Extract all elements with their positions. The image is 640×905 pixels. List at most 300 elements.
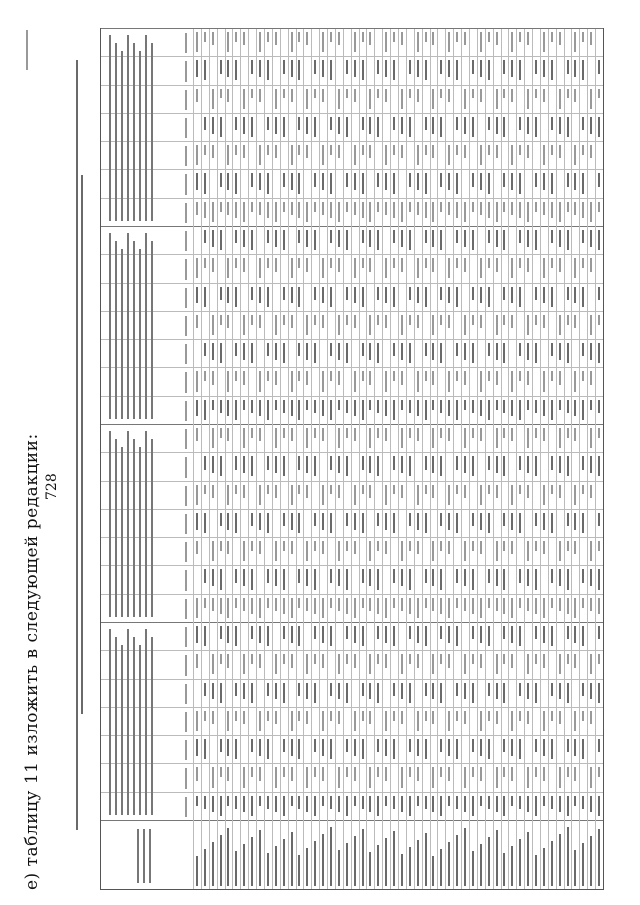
- instruction-text: е) таблицу 11 изложить в следующей редакции:: [22, 433, 42, 890]
- table-cell: [243, 89, 245, 109]
- table-cell: [401, 569, 403, 586]
- table-cell: [503, 89, 505, 99]
- table-cell: [322, 739, 324, 756]
- table-cell: [472, 60, 474, 73]
- table-cell: [306, 711, 308, 724]
- table-cell: [227, 739, 229, 756]
- table-cell: [464, 654, 466, 674]
- table-cell: [362, 202, 364, 219]
- table-cell: [346, 60, 348, 73]
- table-cell: [212, 598, 214, 611]
- table-cell: [330, 485, 332, 495]
- table-header-text: [145, 233, 147, 419]
- table-cell: [432, 202, 434, 222]
- table-cell: [385, 32, 387, 52]
- table-cell: [480, 598, 482, 618]
- table-cell: [456, 739, 458, 759]
- table-cell: [298, 371, 300, 381]
- table-cell: [503, 767, 505, 777]
- table-cell: [551, 371, 553, 381]
- table-cell: [227, 145, 229, 165]
- table-cell: [551, 739, 553, 759]
- table-cell: [425, 796, 427, 809]
- table-cell: [283, 202, 285, 212]
- table-cell: [401, 456, 403, 473]
- table-cell: [267, 513, 269, 533]
- table-cell: [251, 569, 253, 589]
- table-cell: [574, 89, 576, 102]
- table-cell: [425, 173, 427, 193]
- table-header-text: [127, 233, 129, 419]
- table-cell: [448, 371, 450, 391]
- table-cell: [377, 796, 379, 816]
- table-cell: [464, 711, 466, 724]
- table-cell: [212, 117, 214, 134]
- table-cell: [298, 569, 300, 582]
- table-cell: [330, 258, 332, 268]
- table-year-header: [185, 174, 187, 194]
- table-cell: [409, 569, 411, 589]
- table-cell: [330, 739, 332, 759]
- table-cell: [393, 371, 395, 381]
- table-cell: [251, 541, 253, 551]
- table-cell: [496, 117, 498, 134]
- table-cell: [235, 569, 237, 582]
- table-cell: [196, 541, 198, 554]
- table-cell: [551, 145, 553, 155]
- table-cell: [488, 230, 490, 243]
- table-cell: [417, 60, 419, 77]
- table-header-text: [137, 829, 139, 883]
- table-cell: [196, 287, 198, 304]
- table-cell: [503, 598, 505, 615]
- table-cell: [314, 598, 316, 615]
- table-cell: [496, 32, 498, 45]
- table-year-header: [185, 316, 187, 336]
- table-year-header: [185, 514, 187, 534]
- table-cell: [346, 173, 348, 186]
- table-cell: [283, 173, 285, 186]
- table-cell: [338, 400, 340, 410]
- table-cell: [543, 711, 545, 731]
- table-cell: [314, 456, 316, 476]
- table-cell: [377, 683, 379, 703]
- table-cell: [362, 739, 364, 759]
- table-cell: [535, 287, 537, 300]
- table-cell: [503, 541, 505, 551]
- table-cell: [369, 428, 371, 448]
- table-cell: [377, 767, 379, 777]
- table-cell: [456, 117, 458, 130]
- table-header-text: [133, 43, 135, 221]
- table-cell: [267, 485, 269, 495]
- table-cell: [488, 569, 490, 582]
- table-cell: [275, 569, 277, 586]
- table-cell: [567, 796, 569, 816]
- table-cell: [251, 202, 253, 212]
- table-cell: [559, 230, 561, 247]
- table-cell: [283, 400, 285, 413]
- table-cell: [196, 315, 198, 328]
- table-cell: [511, 202, 513, 215]
- table-cell: [393, 145, 395, 155]
- table-cell: [330, 400, 332, 420]
- table-cell: [259, 598, 261, 618]
- table-cell: [346, 626, 348, 639]
- table-cell: [377, 626, 379, 639]
- table-cell: [377, 117, 379, 137]
- table-cell: [298, 513, 300, 533]
- table-cell: [480, 400, 482, 417]
- table-cell: [464, 683, 466, 700]
- table-cell: [220, 767, 222, 777]
- table-cell: [472, 428, 474, 438]
- table-cell: [472, 89, 474, 99]
- table-cell: [496, 485, 498, 498]
- table-cell: [243, 711, 245, 724]
- table-cell: [432, 456, 434, 473]
- table-cell: [204, 258, 206, 268]
- table-cell: [511, 846, 513, 886]
- table-cell: [511, 89, 513, 102]
- table-cell: [425, 400, 427, 420]
- table-cell: [527, 89, 529, 109]
- table-cell: [314, 287, 316, 300]
- table-cell: [574, 513, 576, 530]
- table-cell: [243, 117, 245, 134]
- table-cell: [283, 60, 285, 73]
- table-cell: [275, 371, 277, 384]
- table-header-text: [145, 629, 147, 815]
- table-cell: [298, 173, 300, 193]
- table-cell: [283, 598, 285, 615]
- table-cell: [330, 287, 332, 307]
- table-cell: [527, 343, 529, 360]
- table-cell: [298, 683, 300, 696]
- table-cell: [582, 117, 584, 130]
- table-cell: [409, 117, 411, 137]
- table-cell: [519, 839, 521, 886]
- table-cell: [456, 202, 458, 219]
- table-cell: [567, 428, 569, 438]
- table-header-text: [127, 35, 129, 221]
- table-cell: [527, 202, 529, 222]
- table-cell: [567, 60, 569, 73]
- table-cell: [251, 230, 253, 250]
- table-cell: [196, 371, 198, 391]
- table-cell: [590, 598, 592, 611]
- table-cell: [267, 202, 269, 219]
- table-cell: [456, 598, 458, 608]
- table-cell: [488, 485, 490, 495]
- table-cell: [220, 230, 222, 250]
- table-cell: [472, 767, 474, 777]
- table-cell: [527, 371, 529, 384]
- table-cell: [354, 258, 356, 278]
- table-cell: [314, 767, 316, 777]
- table-cell: [362, 485, 364, 495]
- table-cell: [204, 513, 206, 533]
- table-cell: [432, 683, 434, 700]
- table-cell: [298, 230, 300, 243]
- table-cell: [220, 654, 222, 664]
- table-cell: [346, 569, 348, 589]
- table-cell: [567, 626, 569, 639]
- table-cell: [464, 598, 466, 611]
- table-cell: [559, 541, 561, 561]
- table-cell: [220, 569, 222, 589]
- table-cell: [306, 485, 308, 498]
- table-header-text: [149, 829, 151, 883]
- table-cell: [291, 32, 293, 52]
- table-cell: [488, 513, 490, 533]
- table-cell: [456, 626, 458, 646]
- table-cell: [535, 60, 537, 73]
- table-cell: [535, 626, 537, 639]
- table-cell: [535, 173, 537, 186]
- table-cell: [377, 173, 379, 186]
- table-cell: [322, 513, 324, 530]
- table-cell: [425, 32, 427, 42]
- table-cell: [551, 117, 553, 130]
- table-cell: [243, 683, 245, 700]
- table-cell: [283, 456, 285, 476]
- table-cell: [440, 513, 442, 526]
- table-cell: [559, 654, 561, 674]
- table-header-text: [121, 249, 123, 419]
- table-cell: [598, 796, 600, 816]
- table-cell: [598, 829, 600, 886]
- table-cell: [417, 626, 419, 643]
- table-cell: [417, 315, 419, 328]
- table-cell: [417, 739, 419, 756]
- table-year-header: [185, 146, 187, 166]
- table-cell: [567, 343, 569, 363]
- table-cell: [480, 32, 482, 52]
- table-cell: [314, 796, 316, 816]
- table-cell: [425, 230, 427, 243]
- table-cell: [456, 835, 458, 886]
- table-cell: [401, 202, 403, 222]
- table-cell: [354, 513, 356, 530]
- table-cell: [590, 258, 592, 271]
- table-cell: [243, 541, 245, 561]
- table-cell: [362, 173, 364, 193]
- table-cell: [298, 485, 300, 495]
- table-header-text: [121, 447, 123, 617]
- table-cell: [314, 428, 316, 438]
- table-cell: [464, 117, 466, 134]
- table-cell: [574, 258, 576, 278]
- table-cell: [590, 711, 592, 724]
- table-cell: [409, 287, 411, 300]
- table-cell: [456, 258, 458, 268]
- table-cell: [409, 683, 411, 703]
- table-cell: [259, 739, 261, 756]
- table-cell: [322, 287, 324, 304]
- table-cell: [204, 32, 206, 42]
- table-cell: [598, 230, 600, 250]
- table-cell: [314, 89, 316, 99]
- table-cell: [590, 202, 592, 222]
- table-cell: [582, 796, 584, 809]
- table-cell: [582, 258, 584, 268]
- table-cell: [235, 173, 237, 193]
- table-cell: [259, 258, 261, 278]
- table-cell: [590, 654, 592, 674]
- table-cell: [543, 848, 545, 886]
- table-cell: [456, 711, 458, 721]
- table-cell: [598, 767, 600, 777]
- table-cell: [401, 258, 403, 271]
- table-cell: [243, 428, 245, 448]
- table-cell: [488, 202, 490, 219]
- table-cell: [543, 258, 545, 278]
- table-cell: [543, 400, 545, 417]
- table-cell: [409, 315, 411, 325]
- table-cell: [196, 173, 198, 190]
- table-cell: [212, 400, 214, 410]
- table-cell: [488, 598, 490, 608]
- table-cell: [322, 145, 324, 165]
- table-cell: [456, 485, 458, 495]
- table-cell: [511, 711, 513, 731]
- table-cell: [227, 711, 229, 731]
- table-cell: [314, 400, 316, 413]
- table-cell: [267, 598, 269, 608]
- table-cell: [511, 654, 513, 667]
- table-cell: [590, 343, 592, 360]
- table-cell: [377, 428, 379, 438]
- table-cell: [362, 400, 364, 420]
- table-cell: [227, 89, 229, 102]
- table-cell: [574, 315, 576, 328]
- table-cell: [496, 428, 498, 448]
- table-cell: [488, 343, 490, 356]
- table-cell: [338, 230, 340, 247]
- table-cell: [346, 513, 348, 526]
- table-year-header: [185, 627, 187, 647]
- table-cell: [567, 400, 569, 413]
- table-cell: [440, 739, 442, 752]
- table-cell: [567, 117, 569, 137]
- table-cell: [551, 343, 553, 356]
- table-cell: [456, 513, 458, 533]
- table-cell: [535, 428, 537, 438]
- table-cell: [259, 513, 261, 530]
- table-year-header: [185, 797, 187, 817]
- table-cell: [291, 485, 293, 505]
- table-cell: [401, 371, 403, 384]
- table-cell: [598, 456, 600, 476]
- table-cell: [275, 485, 277, 498]
- table-cell: [519, 626, 521, 646]
- table-cell: [559, 569, 561, 586]
- table-cell: [393, 831, 395, 886]
- table-cell: [496, 654, 498, 674]
- table-cell: [448, 315, 450, 328]
- table-cell: [306, 456, 308, 473]
- table-cell: [527, 711, 529, 724]
- table-cell: [251, 428, 253, 438]
- table-cell: [480, 371, 482, 391]
- table-cell: [432, 230, 434, 247]
- table-cell: [598, 60, 600, 73]
- table-cell: [346, 843, 348, 886]
- table-header-text: [139, 447, 141, 617]
- table-cell: [511, 428, 513, 441]
- table-cell: [448, 145, 450, 165]
- table-cell: [298, 739, 300, 759]
- table-cell: [598, 89, 600, 99]
- table-cell: [243, 202, 245, 222]
- table-cell: [322, 598, 324, 618]
- table-caption: [76, 60, 83, 830]
- table-cell: [440, 343, 442, 363]
- table-cell: [235, 485, 237, 495]
- table-cell: [298, 60, 300, 80]
- table-cell: [480, 844, 482, 886]
- table-cell: [574, 173, 576, 190]
- table-cell: [227, 828, 229, 886]
- table-cell: [377, 845, 379, 886]
- table-cell: [212, 711, 214, 724]
- table-cell: [338, 541, 340, 561]
- table-cell: [496, 400, 498, 410]
- table-cell: [385, 626, 387, 643]
- table-cell: [417, 840, 419, 886]
- table-cell: [417, 371, 419, 391]
- table-cell: [354, 739, 356, 756]
- table-cell: [503, 230, 505, 250]
- table-cell: [567, 598, 569, 615]
- table-cell: [488, 173, 490, 193]
- table-cell: [212, 654, 214, 674]
- table-cell: [212, 315, 214, 335]
- table-cell: [275, 654, 277, 674]
- table-cell: [354, 145, 356, 165]
- table-cell: [464, 828, 466, 886]
- table-cell: [377, 343, 379, 363]
- table-cell: [235, 626, 237, 646]
- table-cell: [306, 683, 308, 700]
- table-cell: [519, 145, 521, 155]
- table-cell: [330, 32, 332, 42]
- table-cell: [409, 60, 411, 73]
- table-cell: [227, 598, 229, 618]
- table-cell: [283, 839, 285, 886]
- table-cell: [362, 60, 364, 80]
- table-cell: [503, 683, 505, 703]
- table-cell: [369, 343, 371, 360]
- table-cell: [582, 173, 584, 193]
- table-cell: [298, 287, 300, 307]
- table-cell: [204, 598, 206, 608]
- table-cell: [598, 513, 600, 526]
- table-cell: [267, 711, 269, 721]
- table-cell: [527, 456, 529, 473]
- table-cell: [251, 683, 253, 703]
- table-cell: [582, 400, 584, 420]
- table-cell: [559, 343, 561, 360]
- table-cell: [559, 683, 561, 700]
- table-cell: [432, 258, 434, 271]
- table-cell: [409, 173, 411, 186]
- table-header-text: [121, 645, 123, 815]
- table-cell: [298, 456, 300, 469]
- table-cell: [456, 230, 458, 243]
- table-header-text: [139, 249, 141, 419]
